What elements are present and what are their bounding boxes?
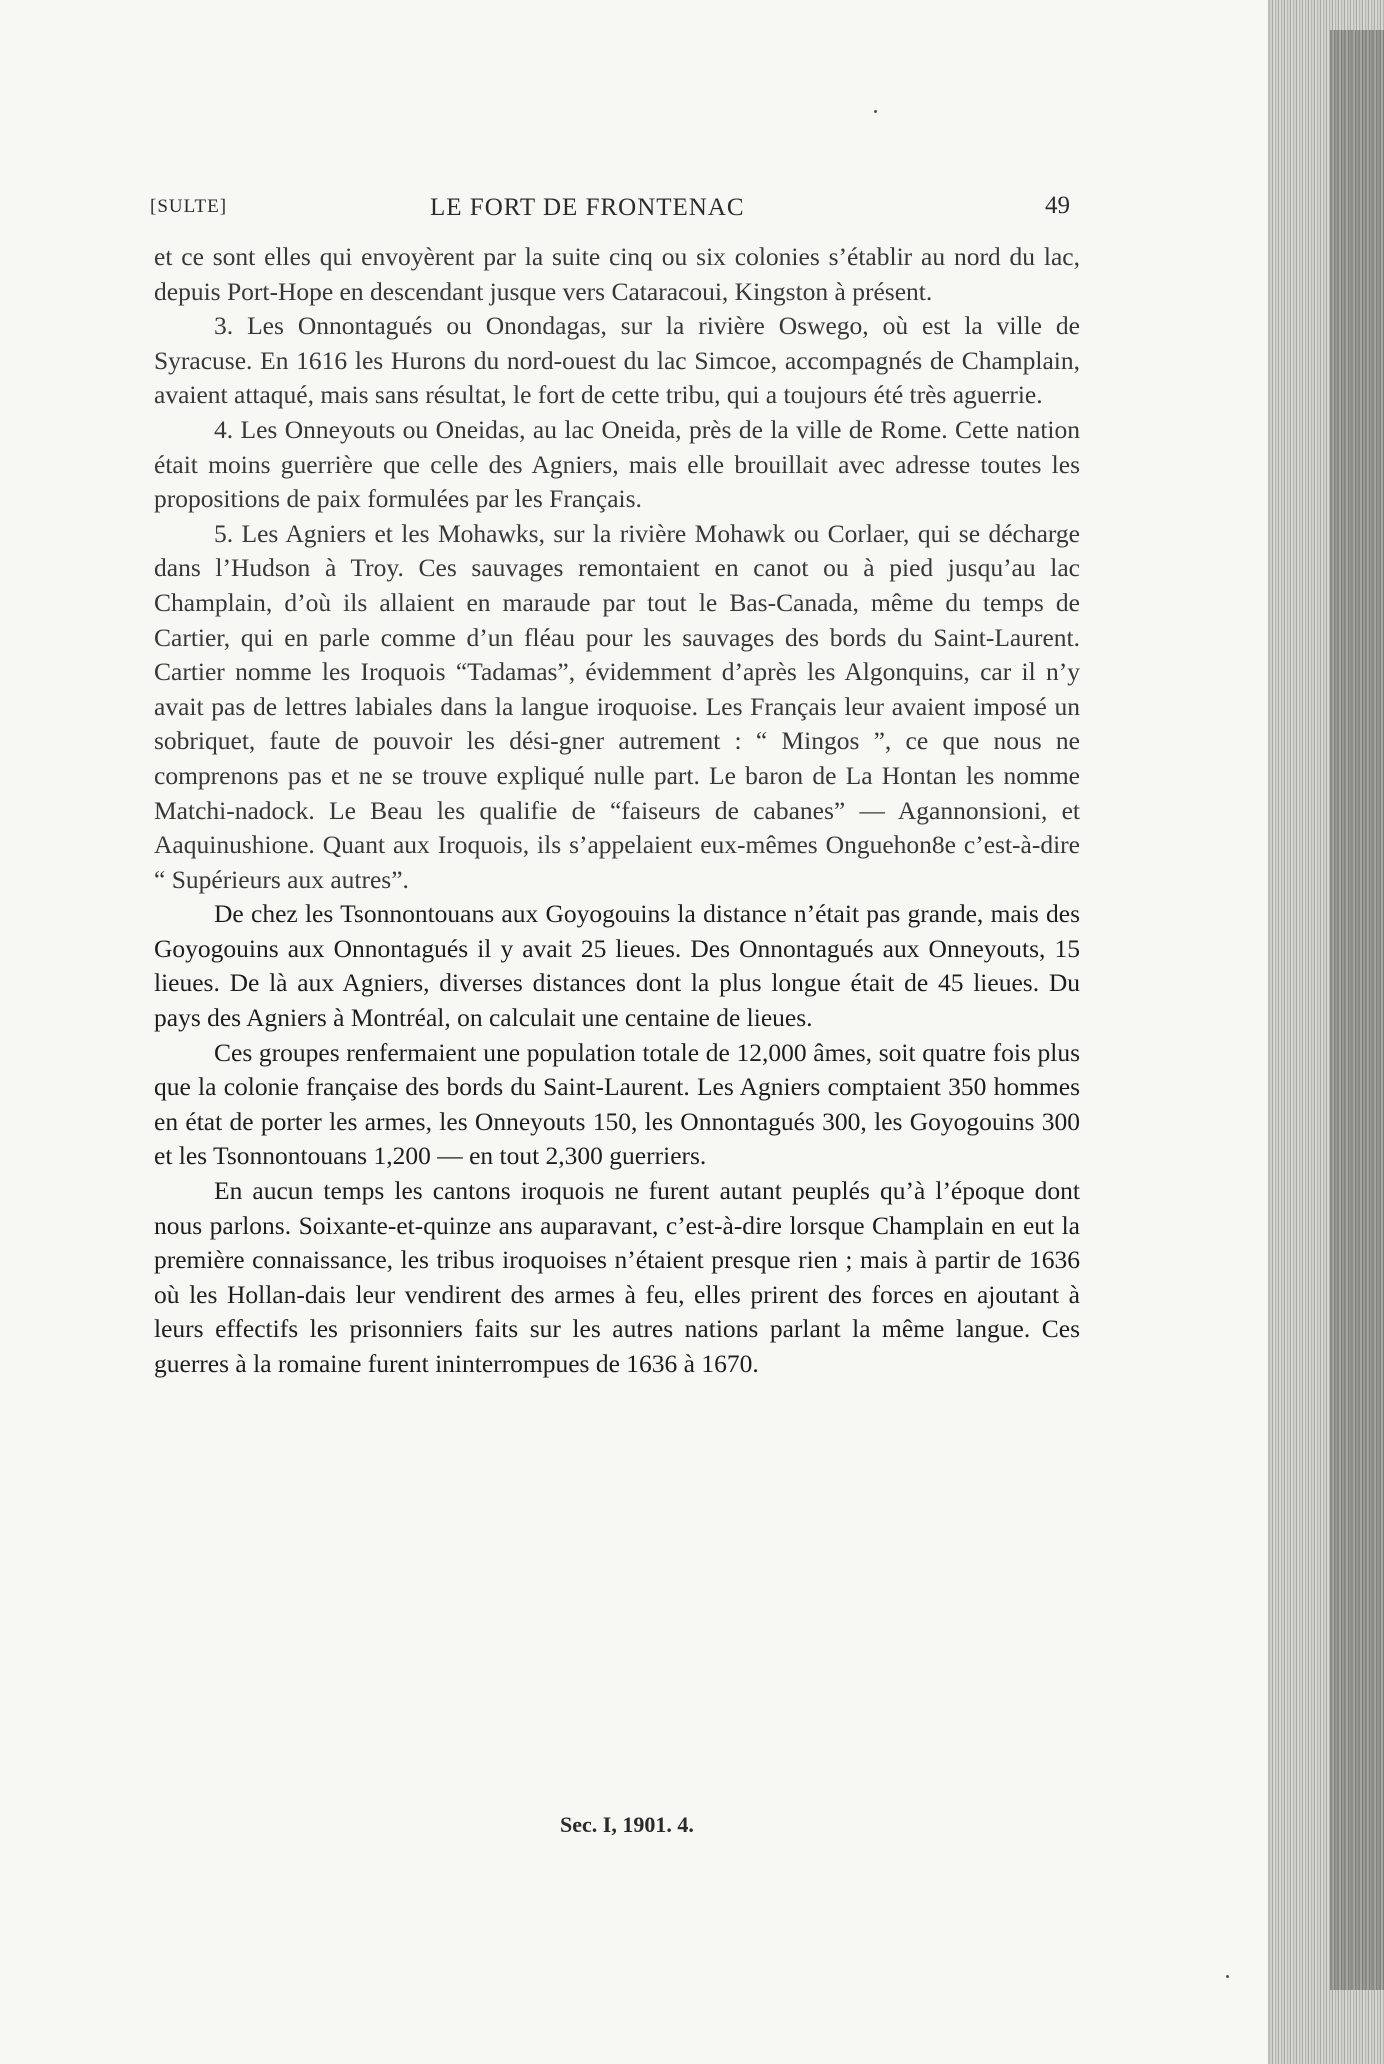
paragraph-6: Ces groupes renfermaient une population totale de 12,000 âmes, soit quatre fois plus que la colonie française des bords du Saint-Laurent. Les Agniers comptaient 350 hommes en état de porter les armes, les Onneyouts 150, les Onnontagués 300, les Goyogouins 300 et les Tsonnontouans 1,200 — en tout 2,300 guerriers. — [154, 1037, 1080, 1171]
signature-footer: Sec. I, 1901. 4. — [560, 1812, 694, 1837]
paragraph-5: De chez les Tsonnontouans aux Goyogouins la distance n’était pas grande, mais des Goyogouins aux Onnontagués il y avait 25 lieues. Des Onnontagués aux Onneyouts, 15 lieues. De là aux Agniers, diverses distances dont la plus longue était de 45 lieues. Du pays des Agniers à Montréal, on calculait une centaine de lieues. — [154, 899, 1080, 1033]
running-header — [150, 194, 1070, 228]
paragraph-1: et ce sont elles qui envoyèrent par la suite cinq ou six colonies s’établir au nord du lac, depuis Port-Hope en descendant jusque vers Cataracoui, Kingston à présent. — [154, 242, 1080, 306]
dust-speck — [1226, 1975, 1229, 1978]
header-title: LE FORT DE FRONTENAC — [430, 194, 745, 221]
header-author: [SULTE] — [150, 196, 228, 217]
paragraph-3: 4. Les Onneyouts ou Oneidas, au lac Oneida, près de la ville de Rome. Cette nation était moins guerrière que celle des Agniers, mais elle brouillait avec adresse toutes les propositions de paix formulées par les Français. — [154, 414, 1080, 514]
paragraph-7: En aucun temps les cantons iroquois ne furent autant peuplés qu’à l’époque dont nous parlons. Soixante-et-quinze ans auparavant, c’est-à-dire lorsque Champlain en eut la première connaissance, les tribus iroquoises n’étaient presque rien ; mais à partir de 1636 où les Hollan-dais leur vendirent des armes à feu, elles prirent des forces en ajoutant à leurs effectifs les prisonniers faits sur les autres nations parlant la même langue. Ces guerres à la romaine furent ininterrompues de 1636 à 1670. — [154, 1176, 1080, 1378]
body-text — [154, 240, 1080, 1382]
dust-speck — [874, 110, 877, 113]
page-number: 49 — [1045, 192, 1070, 219]
book-cover-edge — [1330, 30, 1384, 1990]
paragraph-4: 5. Les Agniers et les Mohawks, sur la rivière Mohawk ou Corlaer, qui se décharge dans l’Hudson à Troy. Ces sauvages remontaient en canot ou à pied jusqu’au lac Champlain, d’où ils allaient en maraude par tout le Bas-Canada, même du temps de Cartier, qui en parle comme d’un fléau pour les sauvages des bords du Saint-Laurent. Cartier nomme les Iroquois “Tadamas”, évidemment d’après les Algonquins, car il n’y avait pas de lettres labiales dans la langue iroquoise. Les Français leur avaient imposé un sobriquet, faute de pouvoir les dési-gner autrement : “ Mingos ”, ce que nous ne comprenons pas et ne se trouve expliqué nulle part. Le baron de La Hontan les nomme Matchi-nadock. Le Beau les qualifie de “faiseurs de cabanes” — Agannonsioni, et Aaquinushione. Quant aux Iroquois, ils s’appelaient eux-mêmes Onguehon8e c’est-à-dire “ Supérieurs aux autres”. — [154, 518, 1080, 894]
paragraph-2: 3. Les Onnontagués ou Onondagas, sur la rivière Oswego, où est la ville de Syracuse. En 1616 les Hurons du nord-ouest du lac Simcoe, accompagnés de Champlain, avaient attaqué, mais sans résultat, le fort de cette tribu, qui a toujours été très aguerrie. — [154, 311, 1080, 410]
